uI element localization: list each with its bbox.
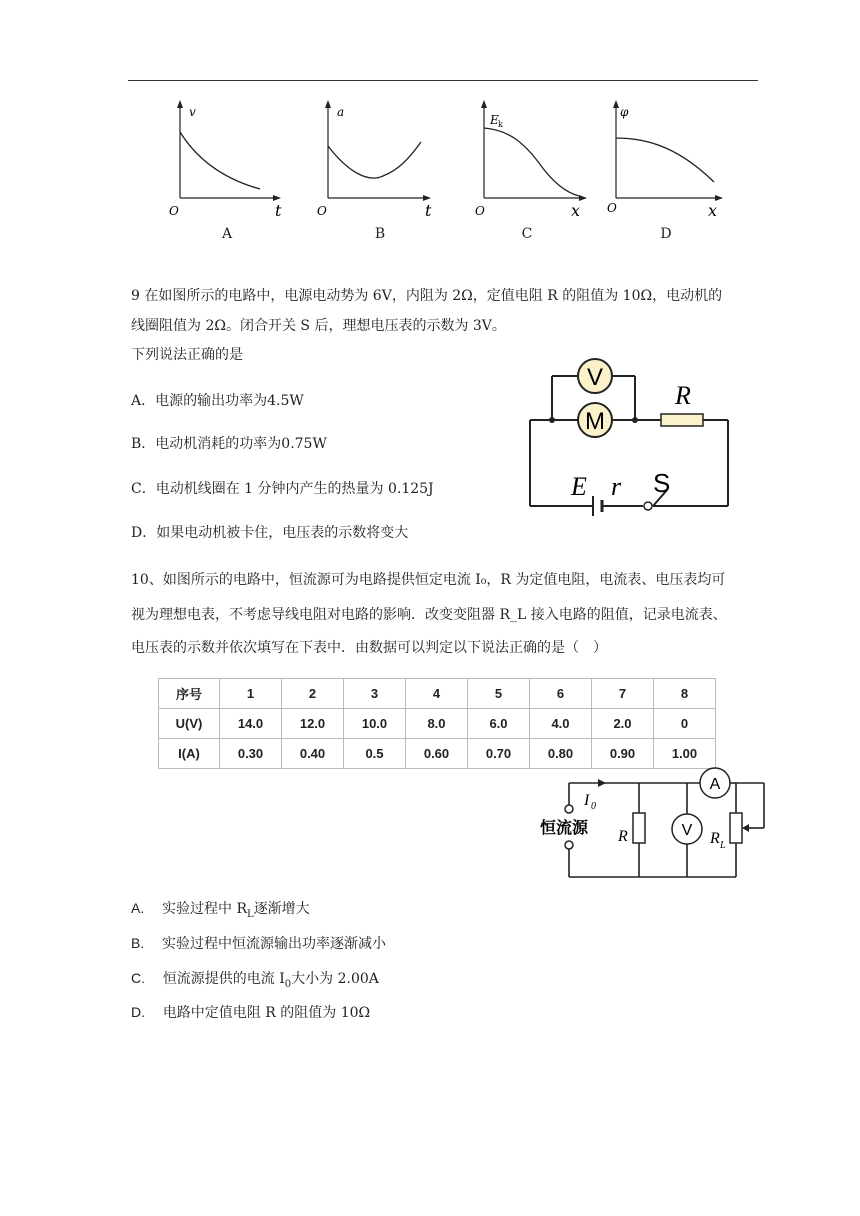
table-cell: I(A) (159, 739, 220, 769)
q10-rl-sub: L (720, 840, 726, 851)
table-cell: 0.90 (592, 739, 654, 769)
graph-d-letter: D (660, 226, 672, 242)
table-cell: 0.40 (282, 739, 344, 769)
table-cell: 2 (282, 679, 344, 709)
q10-data-table (158, 678, 716, 769)
table-cell: 6.0 (468, 709, 530, 739)
table-cell: U(V) (159, 709, 220, 739)
q10-line-3: 电压表的示数并依次填写在下表中．由数据可以判定以下说法正确的是（ ） (131, 640, 607, 656)
table-row (159, 679, 716, 709)
table-row (159, 709, 716, 739)
header-rule (128, 80, 758, 81)
graph-d-origin: O (607, 201, 617, 215)
table-cell: 8 (654, 679, 716, 709)
table-cell: 10.0 (344, 709, 406, 739)
graph-c-origin: O (475, 204, 485, 218)
q9-circuit-diagram (525, 352, 740, 526)
q10-option-b: B. 实验过程中恒流源输出功率逐渐减小 (131, 935, 387, 952)
table-cell: 0.70 (468, 739, 530, 769)
q9-line-1: 9 在如图所示的电路中，电源电动势为 6V，内阻为 2Ω，定值电阻 R 的阻值为 10Ω，电动机的 (131, 288, 723, 304)
q10-r-label: R (618, 828, 628, 845)
q9-option-c: C．电动机线圈在 1 分钟内产生的热量为 0.125J (131, 481, 434, 497)
table-cell: 8.0 (406, 709, 468, 739)
table-cell: 1.00 (654, 739, 716, 769)
q9-internal-r-label: r (611, 472, 622, 501)
table-cell: 0.60 (406, 739, 468, 769)
q10-voltmeter-label: V (681, 822, 693, 839)
q9-resistor-label: R (675, 381, 691, 410)
q9-option-b: B．电动机消耗的功率为0.75W (131, 436, 327, 452)
q9-voltmeter-label: V (586, 364, 604, 391)
table-cell: 7 (592, 679, 654, 709)
table-cell: 4 (406, 679, 468, 709)
q9-emf-label: E (571, 472, 587, 501)
q10-line-2: 视为理想电表，不考虑导线电阻对电路的影响．改变变阻器 R_L 接入电路的阻值，记录电流表、 (131, 607, 727, 623)
table-cell: 0.5 (344, 739, 406, 769)
table-cell: 1 (220, 679, 282, 709)
graph-c (469, 98, 594, 223)
q10-option-c: C. 恒流源提供的电流 $I_0$大小为 2.00A (131, 970, 379, 990)
table-cell: 5 (468, 679, 530, 709)
q10-circuit-diagram (536, 765, 776, 889)
q10-rl-label: R (710, 830, 720, 847)
table-cell: 14.0 (220, 709, 282, 739)
graph-a-xlabel: t (275, 201, 282, 220)
q10-current-source-label: 恒流源 (540, 818, 589, 837)
q9-switch-label: S (653, 468, 671, 498)
table-cell: 4.0 (530, 709, 592, 739)
table-cell: 0 (654, 709, 716, 739)
q9-option-a: A．电源的输出功率为4.5W (131, 393, 304, 409)
graph-b-xlabel: t (425, 201, 432, 220)
table-cell: 2.0 (592, 709, 654, 739)
graph-a-ylabel: v (189, 105, 196, 119)
q10-option-a: A. 实验过程中 $R_L$逐渐增大 (131, 900, 310, 920)
graph-d (601, 98, 731, 223)
q9-line-2: 线圈阻值为 2Ω。闭合开关 S 后，理想电压表的示数为 3V。 (131, 318, 506, 334)
q10-line-1: 10、如图所示的电路中，恒流源可为电路提供恒定电流 I₀，R 为定值电阻，电流表、电压表均可 (131, 572, 726, 588)
graph-c-letter: C (521, 226, 533, 242)
graph-c-xlabel: x (571, 201, 581, 220)
q9-motor-label: M (585, 408, 605, 435)
table-cell: 6 (530, 679, 592, 709)
table-cell: 12.0 (282, 709, 344, 739)
table-cell: 0.80 (530, 739, 592, 769)
q10-i0-label: I (584, 792, 590, 809)
graph-a-letter: A (221, 226, 233, 242)
graph-a (165, 98, 285, 223)
q9-line-3: 下列说法正确的是 (131, 347, 243, 363)
table-cell: 0.30 (220, 739, 282, 769)
graph-c-ylabel-sub: k (498, 120, 503, 129)
q10-ammeter-label: A (709, 776, 721, 793)
table-cell: 3 (344, 679, 406, 709)
graph-d-xlabel: x (708, 201, 718, 220)
graph-b-letter: B (374, 226, 386, 242)
q10-option-d: D. 电路中定值电阻 R 的阻值为 10Ω (131, 1004, 371, 1021)
q10-i0-sub: 0 (591, 801, 596, 812)
graph-d-ylabel: φ (620, 105, 629, 119)
q9-option-d: D．如果电动机被卡住，电压表的示数将变大 (131, 525, 409, 541)
graph-c-ylabel: E (490, 113, 499, 127)
table-cell: 序号 (159, 679, 220, 709)
graph-b (313, 98, 438, 223)
graph-a-origin: O (169, 204, 179, 218)
table-row (159, 739, 716, 769)
graph-b-ylabel: a (337, 105, 345, 119)
graph-b-origin: O (317, 204, 327, 218)
